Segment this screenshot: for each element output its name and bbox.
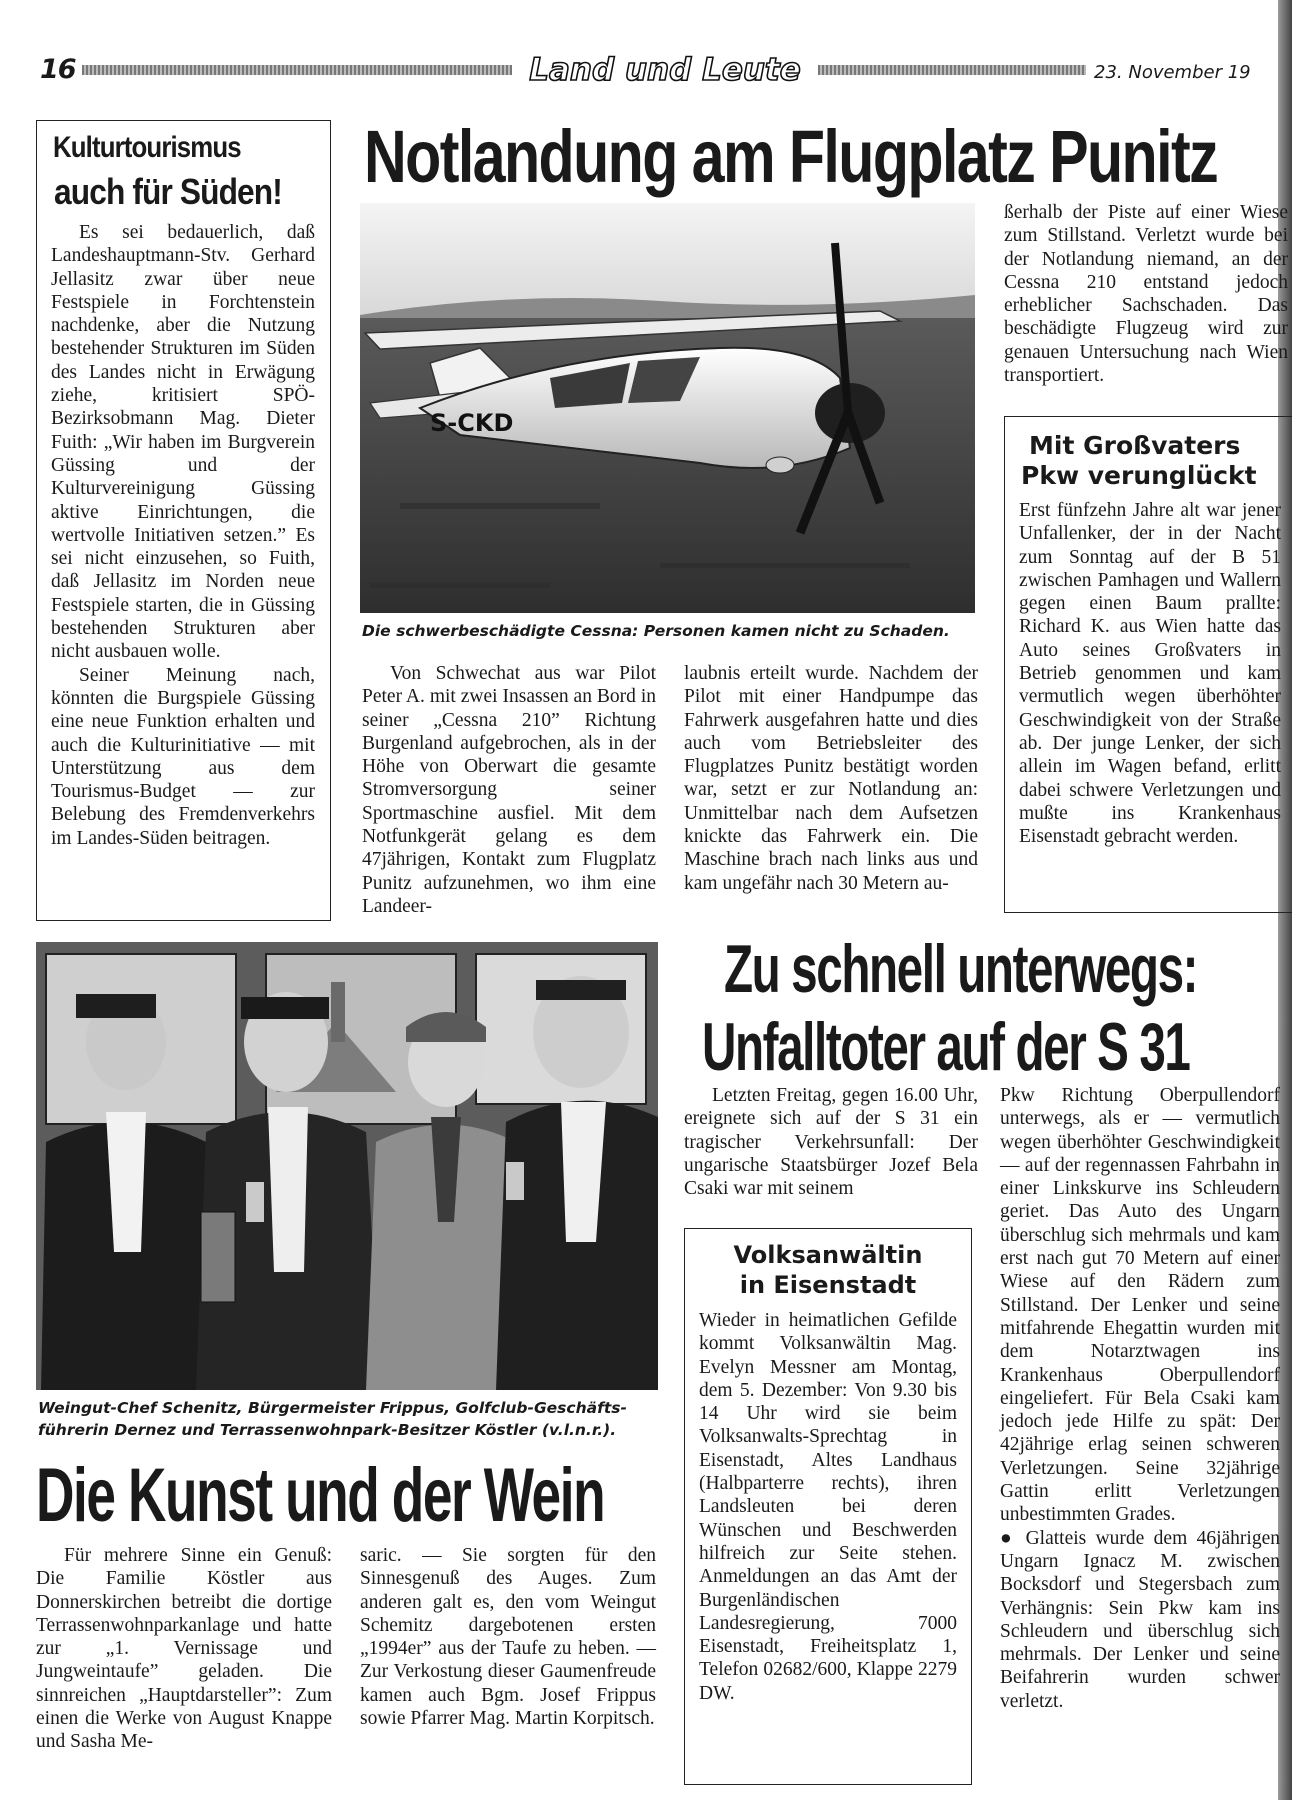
header-rule-left xyxy=(82,65,512,75)
grossvater-title-line1: Mit Großvaters xyxy=(1029,431,1241,460)
kunst-col1: Für mehrere Sinne ein Genuß: Die Familie Köstler aus Donnerskirchen betreibt die dortige Terrassenwohnparkanlage und hatte zur „1. Vernissage und Jungweintaufe” geladen. Die sinnreichen „Hauptdarsteller”: Zum einen die Werke von August Knappe und Sasha Me- xyxy=(36,1545,332,1753)
vernissage-caption-line2: führerin Dernez und Terrassenwohnpark-Besitzer Köstler (v.l.n.r.). xyxy=(38,1421,617,1439)
volksanwalt-title-line2: in Eisenstadt xyxy=(739,1271,917,1299)
vernissage-photo xyxy=(36,942,658,1390)
section-title: Land und Leute xyxy=(529,52,801,88)
notlandung-col2: laubnis erteilt wurde. Nachdem der Pilot mit einer Handpumpe das Fahrwerk ausgefahren hatte und dies auch vom Betriebsleiter des Flugplatzes Punitz bestätigt worden war, setzt er zur Notlandung an: Unmittelbar nach dem Aufsetzen knickte das Fahrwerk ein. Die Maschine brach nach links aus und kam ungefähr nach 30 Metern au- xyxy=(684,663,978,894)
page-header xyxy=(0,52,1292,92)
s31-headline-line1: Zu schnell unterwegs: xyxy=(724,931,1198,1007)
kultur-title-line2: auch für Süden! xyxy=(54,171,282,212)
kultur-body xyxy=(51,221,315,850)
kultur-para1: Es sei bedauerlich, daß Landeshauptmann-Stv. Gerhard Jellasitz zwar über neue Festspiele in Forchtenstein nachdenke, aber die Nutzung bestehender Strukturen im Süden des Landes nicht in Erwägung ziehe, kritisiert SPÖ-Bezirksobmann Mag. Dieter Fuith: „Wir haben im Burgverein Güssing und der Kulturvereinigung Güssing aktive Einrichtungen, die wertvolle Initiativen setzen.” Es sei nicht einzusehen, so Fuith, daß Jellasitz im Norden neue Festspiele starten, die in Güssing bestehenden Strukturen aber nicht ausbauen wolle. xyxy=(51,222,315,663)
s31-col2-para2: ● Glatteis wurde dem 46jährigen Ungarn Ignacz M. zwischen Bocksdorf und Stegersbach zum Verhängnis: Sein Pkw kam ins Schleudern und überschlug sich mehrmals. Der Lenker und seine Beifahrerin wurden schwer verletzt. xyxy=(1000,1527,1280,1712)
kultur-title-line1: Kulturtourismus xyxy=(53,131,241,164)
cessna-photo xyxy=(360,203,975,613)
kunst-col2: saric. — Sie sorgten für den Sinnesgenuß des Auges. Zum anderen galt es, den vom Weingut Schemitz dargebotenen ersten „1994er” aus der Taufe zu heben. — Zur Verkostung dieser Gaumenfreude kamen auch Bgm. Josef Frippus sowie Pfarrer Mag. Martin Korpitsch. xyxy=(360,1545,656,1730)
s31-col2 xyxy=(1000,1084,1280,1713)
grossvater-text: Erst fünfzehn Jahre alt war jener Unfallenker, der in der Nacht zum Sonntag auf der B 51 zwischen Pamhagen und Wallern gegen einen Baum prallte: Richard K. aus Wien hatte das Auto seines Großvaters in Betrieb genommen und kam vermutlich wegen überhöhter Geschwindigkeit von der Straße ab. Der junge Lenker, der sich allein im Wagen befand, erlitt dabei schwere Verletzungen und mußte ins Krankenhaus Eisenstadt gebracht werden. xyxy=(1019,500,1281,848)
kultur-box xyxy=(36,120,331,921)
plane-registration: S-CKD xyxy=(430,409,514,437)
cessna-caption: Die schwerbeschädigte Cessna: Personen kamen nicht zu Schaden. xyxy=(362,622,950,640)
vernissage-illustration xyxy=(36,942,658,1390)
volksanwalt-text: Wieder in heimatlichen Gefilde kommt Volksanwältin Mag. Evelyn Messner am Montag, dem 5. Dezember: Von 9.30 bis 14 Uhr wird sie beim Volksanwalts-Sprechtag in Eisenstadt, Altes Landhaus (Halbparterre rechts), ihren Landsleuten bei deren Wünschen und Beschwerden hilfreich zur Seite stehen. Anmeldungen an das Amt der Burgenländischen Landesregierung, 7000 Eisenstadt, Freiheitsplatz 1, Telefon 02682/600, Klappe 2279 DW. xyxy=(699,1310,957,1704)
s31-headline-line2: Unfalltoter auf der S 31 xyxy=(702,1009,1190,1085)
notlandung-headline: Notlandung am Flugplatz Punitz xyxy=(364,115,1218,198)
grossvater-title-line2: Pkw verunglückt xyxy=(1021,461,1257,490)
cessna-illustration xyxy=(360,203,975,613)
notlandung-col1: Von Schwechat aus war Pilot Peter A. mit zwei Insassen an Bord in seiner „Cessna 210” Richtung Burgenland aufgebrochen, als in der Höhe von Oberwart die gesamte Stromversorgung seiner Sportmaschine ausfiel. Mit dem Notfunkgerät gelang es dem 47jährigen, Kontakt zum Flugplatz Punitz aufzunehmen, wo ihm eine Landeer- xyxy=(362,663,656,917)
volksanwalt-box xyxy=(684,1228,972,1785)
issue-date: 23. November 19 xyxy=(1094,62,1251,83)
volksanwalt-title-line1: Volksanwältin xyxy=(733,1241,923,1269)
page-number: 16 xyxy=(40,54,76,85)
grossvater-box xyxy=(1004,416,1292,913)
kultur-para2: Seiner Meinung nach, könnten die Burgspiele Güssing eine neue Funktion erhalten und auch die Kulturinitiative — mit Unterstützung aus dem Tourismus-Budget — zur Belebung des Fremdenverkehrs im Landes-Süden beitragen. xyxy=(51,664,315,849)
s31-col1: Letzten Freitag, gegen 16.00 Uhr, ereignete sich auf der S 31 ein tragischer Verkehrsunfall: Der ungarische Staatsbürger Jozef Bela Csaki war mit seinem xyxy=(684,1085,978,1200)
vernissage-caption-line1: Weingut-Chef Schenitz, Bürgermeister Frippus, Golfclub-Geschäfts- xyxy=(38,1399,627,1417)
kunst-headline: Die Kunst und der Wein xyxy=(36,1453,605,1538)
notlandung-col3: ßerhalb der Piste auf einer Wiese zum Stillstand. Verletzt wurde bei der Notlandung niemand, an der Cessna 210 entstand jedoch erheblicher Sachschaden. Das beschädigte Flugzeug wird zur genauen Untersuchung nach Wien transportiert. xyxy=(1004,202,1288,387)
header-rule-right xyxy=(818,65,1086,75)
s31-col2-para1: Pkw Richtung Oberpullendorf unterwegs, als er — vermutlich wegen überhöhter Geschwindigkeit — auf der regennassen Fahrbahn in einer Linkskurve ins Schleudern geriet. Das Auto des Ungarn überschlug sich mehrmals und kam erst nach gut 70 Metern auf einer Wiese auf den Rädern zum Stillstand. Der Lenker und seine mitfahrende Ehegattin wurden mit dem Notarztwagen ins Krankenhaus Oberpullendorf eingeliefert. Für Bela Csaki kam jedoch jede Hilfe zu spät: Der 42jährige erlag seinen schweren Verletzungen. Seine 32jährige Gattin erlitt Verletzungen unbestimmten Grades. xyxy=(1000,1085,1280,1526)
